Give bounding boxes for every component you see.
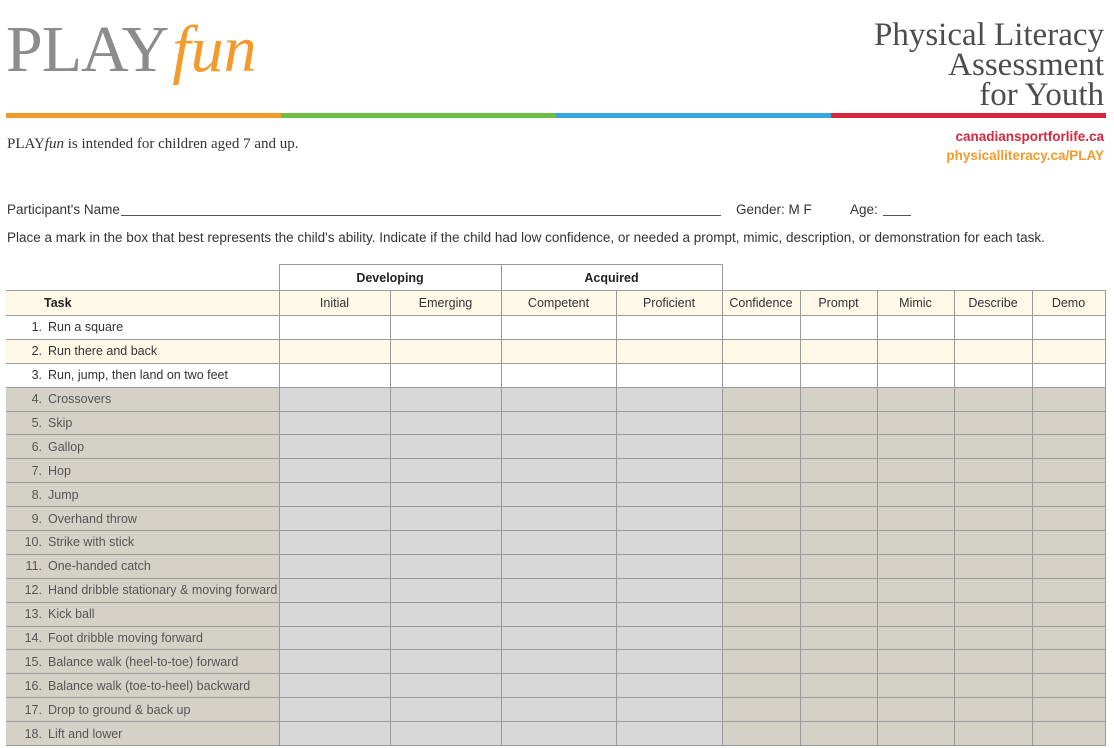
- intro-play: PLAY: [7, 136, 45, 152]
- mimic-checkbox-cell[interactable]: [877, 722, 954, 746]
- proficient-checkbox-cell[interactable]: [616, 483, 722, 507]
- describe-checkbox-cell[interactable]: [954, 435, 1032, 459]
- proficient-checkbox-cell[interactable]: [616, 554, 722, 578]
- demo-checkbox-cell[interactable]: [1032, 387, 1105, 411]
- table-row: [6, 578, 1105, 602]
- divider-green: [281, 113, 556, 118]
- emerging-checkbox-cell[interactable]: [390, 459, 501, 483]
- task-cell: [6, 674, 279, 698]
- task-label: Strike with stick: [48, 535, 135, 550]
- task-cell: [6, 650, 279, 674]
- initial-checkbox-cell[interactable]: [279, 626, 390, 650]
- task-label: Hand dribble stationary & moving forward: [48, 583, 278, 598]
- describe-checkbox-cell[interactable]: [954, 411, 1032, 435]
- competent-checkbox-cell[interactable]: [501, 363, 616, 387]
- task-number: 8.: [31, 487, 42, 502]
- describe-checkbox-cell[interactable]: [954, 650, 1032, 674]
- initial-checkbox-cell[interactable]: [279, 316, 390, 340]
- initial-checkbox-cell[interactable]: [279, 363, 390, 387]
- intro-fun: fun: [44, 136, 64, 152]
- describe-checkbox-cell[interactable]: [954, 531, 1032, 555]
- mimic-checkbox-cell[interactable]: [877, 554, 954, 578]
- confidence-checkbox-cell[interactable]: [722, 602, 800, 626]
- prompt-checkbox-cell[interactable]: [800, 531, 877, 555]
- proficient-checkbox-cell[interactable]: [616, 578, 722, 602]
- emerging-checkbox-cell[interactable]: [390, 531, 501, 555]
- task-cell: [6, 339, 279, 363]
- table-row: [6, 339, 1105, 363]
- demo-checkbox-cell[interactable]: [1032, 316, 1105, 340]
- emerging-checkbox-cell[interactable]: [390, 507, 501, 531]
- col-prompt: Prompt: [800, 291, 877, 316]
- proficient-checkbox-cell[interactable]: [616, 602, 722, 626]
- demo-checkbox-cell[interactable]: [1032, 674, 1105, 698]
- confidence-checkbox-cell[interactable]: [722, 435, 800, 459]
- emerging-checkbox-cell[interactable]: [390, 650, 501, 674]
- competent-checkbox-cell[interactable]: [501, 626, 616, 650]
- proficient-checkbox-cell[interactable]: [616, 722, 722, 746]
- proficient-checkbox-cell[interactable]: [616, 674, 722, 698]
- table-row: [6, 722, 1105, 746]
- task-cell: [6, 554, 279, 578]
- confidence-checkbox-cell[interactable]: [722, 578, 800, 602]
- title-line-2: Assessment: [948, 47, 1104, 83]
- table-row: [6, 435, 1105, 459]
- assessment-table: [6, 264, 1106, 746]
- proficient-checkbox-cell[interactable]: [616, 387, 722, 411]
- link-canadiansportforlife[interactable]: canadiansportforlife.ca: [955, 129, 1104, 144]
- emerging-checkbox-cell[interactable]: [390, 435, 501, 459]
- column-header-row: [6, 291, 1105, 316]
- confidence-checkbox-cell[interactable]: [722, 722, 800, 746]
- task-cell: [6, 435, 279, 459]
- task-label: Run, jump, then land on two feet: [48, 368, 228, 383]
- prompt-checkbox-cell[interactable]: [800, 698, 877, 722]
- task-number: 3.: [31, 368, 42, 383]
- describe-checkbox-cell[interactable]: [954, 363, 1032, 387]
- initial-checkbox-cell[interactable]: [279, 554, 390, 578]
- mimic-checkbox-cell[interactable]: [877, 626, 954, 650]
- prompt-checkbox-cell[interactable]: [800, 435, 877, 459]
- demo-checkbox-cell[interactable]: [1032, 602, 1105, 626]
- task-cell: [6, 459, 279, 483]
- table-row: [6, 698, 1105, 722]
- initial-checkbox-cell[interactable]: [279, 507, 390, 531]
- task-number: 15.: [24, 654, 42, 669]
- proficient-checkbox-cell[interactable]: [616, 459, 722, 483]
- prompt-checkbox-cell[interactable]: [800, 674, 877, 698]
- proficient-checkbox-cell[interactable]: [616, 626, 722, 650]
- task-number: 11.: [25, 559, 42, 574]
- task-rows: [6, 316, 1105, 746]
- competent-checkbox-cell[interactable]: [501, 674, 616, 698]
- mimic-checkbox-cell[interactable]: [877, 339, 954, 363]
- prompt-checkbox-cell[interactable]: [800, 459, 877, 483]
- table-row: [6, 483, 1105, 507]
- initial-checkbox-cell[interactable]: [279, 531, 390, 555]
- describe-checkbox-cell[interactable]: [954, 602, 1032, 626]
- table-row: [6, 650, 1105, 674]
- initial-checkbox-cell[interactable]: [279, 387, 390, 411]
- page-title: [873, 17, 1104, 113]
- describe-checkbox-cell[interactable]: [954, 722, 1032, 746]
- col-demo: Demo: [1032, 291, 1105, 316]
- mimic-checkbox-cell[interactable]: [877, 363, 954, 387]
- task-number: 12.: [24, 583, 42, 598]
- table-row: [6, 602, 1105, 626]
- col-describe: Describe: [954, 291, 1032, 316]
- task-label: One-handed catch: [48, 559, 151, 574]
- title-line-3: for Youth: [979, 77, 1104, 113]
- col-competent: Competent: [501, 291, 616, 316]
- task-number: 4.: [31, 392, 42, 407]
- mimic-checkbox-cell[interactable]: [877, 674, 954, 698]
- col-emerging: Emerging: [390, 291, 501, 316]
- task-cell: [6, 602, 279, 626]
- confidence-checkbox-cell[interactable]: [722, 459, 800, 483]
- competent-checkbox-cell[interactable]: [501, 483, 616, 507]
- task-label: Drop to ground & back up: [48, 702, 191, 717]
- gender-label: Gender: M F: [736, 202, 812, 217]
- mimic-checkbox-cell[interactable]: [877, 387, 954, 411]
- competent-checkbox-cell[interactable]: [501, 578, 616, 602]
- mimic-checkbox-cell[interactable]: [877, 602, 954, 626]
- describe-checkbox-cell[interactable]: [954, 554, 1032, 578]
- prompt-checkbox-cell[interactable]: [800, 626, 877, 650]
- competent-checkbox-cell[interactable]: [501, 435, 616, 459]
- participant-info-row: [7, 201, 1107, 221]
- initial-checkbox-cell[interactable]: [279, 650, 390, 674]
- initial-checkbox-cell[interactable]: [279, 722, 390, 746]
- mimic-checkbox-cell[interactable]: [877, 483, 954, 507]
- describe-checkbox-cell[interactable]: [954, 459, 1032, 483]
- proficient-checkbox-cell[interactable]: [616, 316, 722, 340]
- confidence-checkbox-cell[interactable]: [722, 554, 800, 578]
- table-row: [6, 554, 1105, 578]
- playfun-logo: [6, 12, 257, 104]
- task-label: Run there and back: [48, 344, 158, 359]
- task-cell: [6, 722, 279, 746]
- confidence-checkbox-cell[interactable]: [722, 507, 800, 531]
- emerging-checkbox-cell[interactable]: [390, 602, 501, 626]
- task-label: Crossovers: [48, 392, 112, 407]
- confidence-checkbox-cell[interactable]: [722, 316, 800, 340]
- emerging-checkbox-cell[interactable]: [390, 387, 501, 411]
- proficient-checkbox-cell[interactable]: [616, 698, 722, 722]
- intro-text: [7, 136, 298, 153]
- task-label: Balance walk (toe-to-heel) backward: [48, 678, 251, 693]
- describe-checkbox-cell[interactable]: [954, 578, 1032, 602]
- prompt-checkbox-cell[interactable]: [800, 650, 877, 674]
- task-number: 14.: [24, 631, 42, 646]
- demo-checkbox-cell[interactable]: [1032, 531, 1105, 555]
- age-field[interactable]: [883, 215, 911, 216]
- proficient-checkbox-cell[interactable]: [616, 531, 722, 555]
- group-spacer-right: [722, 265, 1105, 291]
- mimic-checkbox-cell[interactable]: [877, 650, 954, 674]
- proficient-checkbox-cell[interactable]: [616, 411, 722, 435]
- initial-checkbox-cell[interactable]: [279, 435, 390, 459]
- describe-checkbox-cell[interactable]: [954, 698, 1032, 722]
- task-cell: [6, 626, 279, 650]
- col-proficient: Proficient: [616, 291, 722, 316]
- proficient-checkbox-cell[interactable]: [616, 650, 722, 674]
- participant-name-field[interactable]: [121, 215, 721, 216]
- competent-checkbox-cell[interactable]: [501, 339, 616, 363]
- competent-checkbox-cell[interactable]: [501, 602, 616, 626]
- color-divider: [6, 113, 1106, 118]
- divider-blue: [556, 113, 831, 118]
- prompt-checkbox-cell[interactable]: [800, 316, 877, 340]
- task-label: Gallop: [48, 439, 85, 454]
- link-physicalliteracy[interactable]: physicalliteracy.ca/PLAY: [946, 148, 1104, 163]
- competent-checkbox-cell[interactable]: [501, 531, 616, 555]
- logo-play-text: PLAY: [6, 13, 169, 86]
- describe-checkbox-cell[interactable]: [954, 626, 1032, 650]
- task-label: Lift and lower: [48, 726, 123, 741]
- table-row: [6, 507, 1105, 531]
- prompt-checkbox-cell[interactable]: [800, 387, 877, 411]
- competent-checkbox-cell[interactable]: [501, 698, 616, 722]
- confidence-checkbox-cell[interactable]: [722, 363, 800, 387]
- group-acquired: Acquired: [501, 265, 722, 291]
- task-cell: [6, 483, 279, 507]
- initial-checkbox-cell[interactable]: [279, 698, 390, 722]
- prompt-checkbox-cell[interactable]: [800, 722, 877, 746]
- task-label: Kick ball: [48, 607, 95, 622]
- col-mimic: Mimic: [877, 291, 954, 316]
- competent-checkbox-cell[interactable]: [501, 507, 616, 531]
- demo-checkbox-cell[interactable]: [1032, 626, 1105, 650]
- describe-checkbox-cell[interactable]: [954, 483, 1032, 507]
- col-initial: Initial: [279, 291, 390, 316]
- competent-checkbox-cell[interactable]: [501, 554, 616, 578]
- initial-checkbox-cell[interactable]: [279, 602, 390, 626]
- prompt-checkbox-cell[interactable]: [800, 507, 877, 531]
- prompt-checkbox-cell[interactable]: [800, 363, 877, 387]
- proficient-checkbox-cell[interactable]: [616, 435, 722, 459]
- prompt-checkbox-cell[interactable]: [800, 339, 877, 363]
- intro-rest: is intended for children aged 7 and up.: [63, 136, 299, 152]
- task-cell: [6, 363, 279, 387]
- mimic-checkbox-cell[interactable]: [877, 507, 954, 531]
- demo-checkbox-cell[interactable]: [1032, 435, 1105, 459]
- initial-checkbox-cell[interactable]: [279, 411, 390, 435]
- initial-checkbox-cell[interactable]: [279, 483, 390, 507]
- table-row: [6, 316, 1105, 340]
- participant-name-label: Participant's Name: [7, 202, 120, 217]
- describe-checkbox-cell[interactable]: [954, 339, 1032, 363]
- demo-checkbox-cell[interactable]: [1032, 650, 1105, 674]
- emerging-checkbox-cell[interactable]: [390, 674, 501, 698]
- task-cell: [6, 578, 279, 602]
- task-label: Foot dribble moving forward: [48, 631, 203, 646]
- mimic-checkbox-cell[interactable]: [877, 698, 954, 722]
- task-cell: [6, 698, 279, 722]
- confidence-checkbox-cell[interactable]: [722, 411, 800, 435]
- mimic-checkbox-cell[interactable]: [877, 316, 954, 340]
- task-cell: [6, 531, 279, 555]
- competent-checkbox-cell[interactable]: [501, 387, 616, 411]
- confidence-checkbox-cell[interactable]: [722, 674, 800, 698]
- confidence-checkbox-cell[interactable]: [722, 483, 800, 507]
- table-row: [6, 387, 1105, 411]
- competent-checkbox-cell[interactable]: [501, 411, 616, 435]
- table-row: [6, 531, 1105, 555]
- initial-checkbox-cell[interactable]: [279, 674, 390, 698]
- initial-checkbox-cell[interactable]: [279, 459, 390, 483]
- task-number: 13.: [24, 607, 42, 622]
- table-row: [6, 363, 1105, 387]
- confidence-checkbox-cell[interactable]: [722, 339, 800, 363]
- emerging-checkbox-cell[interactable]: [390, 578, 501, 602]
- task-number: 7.: [31, 463, 42, 478]
- group-spacer: [6, 265, 279, 291]
- emerging-checkbox-cell[interactable]: [390, 339, 501, 363]
- competent-checkbox-cell[interactable]: [501, 459, 616, 483]
- mimic-checkbox-cell[interactable]: [877, 531, 954, 555]
- mimic-checkbox-cell[interactable]: [877, 578, 954, 602]
- task-number: 9.: [31, 511, 42, 526]
- col-confidence: Confidence: [722, 291, 800, 316]
- logo-fun-text: fun: [172, 13, 257, 86]
- demo-checkbox-cell[interactable]: [1032, 554, 1105, 578]
- website-links: [946, 127, 1104, 165]
- prompt-checkbox-cell[interactable]: [800, 483, 877, 507]
- mimic-checkbox-cell[interactable]: [877, 435, 954, 459]
- task-label: Jump: [48, 487, 79, 502]
- mimic-checkbox-cell[interactable]: [877, 411, 954, 435]
- confidence-checkbox-cell[interactable]: [722, 698, 800, 722]
- emerging-checkbox-cell[interactable]: [390, 554, 501, 578]
- proficient-checkbox-cell[interactable]: [616, 507, 722, 531]
- task-number: 17.: [24, 702, 42, 717]
- proficient-checkbox-cell[interactable]: [616, 363, 722, 387]
- demo-checkbox-cell[interactable]: [1032, 483, 1105, 507]
- task-cell: [6, 387, 279, 411]
- competent-checkbox-cell[interactable]: [501, 722, 616, 746]
- task-number: 18.: [24, 726, 42, 741]
- task-number: 6.: [31, 439, 42, 454]
- describe-checkbox-cell[interactable]: [954, 674, 1032, 698]
- prompt-checkbox-cell[interactable]: [800, 602, 877, 626]
- confidence-checkbox-cell[interactable]: [722, 531, 800, 555]
- task-cell: [6, 316, 279, 340]
- demo-checkbox-cell[interactable]: [1032, 507, 1105, 531]
- table-row: [6, 626, 1105, 650]
- col-task: Task: [6, 291, 279, 316]
- competent-checkbox-cell[interactable]: [501, 316, 616, 340]
- initial-checkbox-cell[interactable]: [279, 339, 390, 363]
- task-number: 16.: [24, 678, 42, 693]
- emerging-checkbox-cell[interactable]: [390, 316, 501, 340]
- emerging-checkbox-cell[interactable]: [390, 363, 501, 387]
- proficient-checkbox-cell[interactable]: [616, 339, 722, 363]
- task-label: Run a square: [48, 320, 124, 335]
- emerging-checkbox-cell[interactable]: [390, 722, 501, 746]
- task-cell: [6, 411, 279, 435]
- task-number: 10.: [24, 535, 42, 550]
- emerging-checkbox-cell[interactable]: [390, 626, 501, 650]
- task-label: Skip: [48, 416, 73, 430]
- emerging-checkbox-cell[interactable]: [390, 483, 501, 507]
- age-label: Age:: [850, 202, 878, 217]
- task-label: Overhand throw: [48, 511, 137, 526]
- initial-checkbox-cell[interactable]: [279, 578, 390, 602]
- table-row: [6, 411, 1105, 435]
- demo-checkbox-cell[interactable]: [1032, 578, 1105, 602]
- divider-orange: [6, 113, 281, 118]
- task-cell: [6, 507, 279, 531]
- task-number: 1.: [31, 320, 42, 335]
- task-label: Balance walk (heel-to-toe) forward: [48, 654, 239, 669]
- instructions: Place a mark in the box that best represents the child's ability. Indicate if the child had low confidence, or needed a prompt, mimic, description, or demonstration for each task.: [7, 230, 1045, 245]
- describe-checkbox-cell[interactable]: [954, 316, 1032, 340]
- task-label: Hop: [48, 463, 71, 478]
- demo-checkbox-cell[interactable]: [1032, 722, 1105, 746]
- confidence-checkbox-cell[interactable]: [722, 387, 800, 411]
- demo-checkbox-cell[interactable]: [1032, 459, 1105, 483]
- prompt-checkbox-cell[interactable]: [800, 578, 877, 602]
- describe-checkbox-cell[interactable]: [954, 387, 1032, 411]
- emerging-checkbox-cell[interactable]: [390, 411, 501, 435]
- group-developing: Developing: [279, 265, 501, 291]
- describe-checkbox-cell[interactable]: [954, 507, 1032, 531]
- competent-checkbox-cell[interactable]: [501, 650, 616, 674]
- demo-checkbox-cell[interactable]: [1032, 411, 1105, 435]
- title-line-1: Physical Literacy: [873, 17, 1104, 53]
- demo-checkbox-cell[interactable]: [1032, 363, 1105, 387]
- mimic-checkbox-cell[interactable]: [877, 459, 954, 483]
- task-number: 2.: [31, 344, 42, 359]
- table-row: [6, 674, 1105, 698]
- prompt-checkbox-cell[interactable]: [800, 411, 877, 435]
- task-number: 5.: [31, 416, 42, 430]
- demo-checkbox-cell[interactable]: [1032, 698, 1105, 722]
- prompt-checkbox-cell[interactable]: [800, 554, 877, 578]
- demo-checkbox-cell[interactable]: [1032, 339, 1105, 363]
- emerging-checkbox-cell[interactable]: [390, 698, 501, 722]
- confidence-checkbox-cell[interactable]: [722, 626, 800, 650]
- divider-red: [831, 113, 1106, 118]
- table-row: [6, 459, 1105, 483]
- confidence-checkbox-cell[interactable]: [722, 650, 800, 674]
